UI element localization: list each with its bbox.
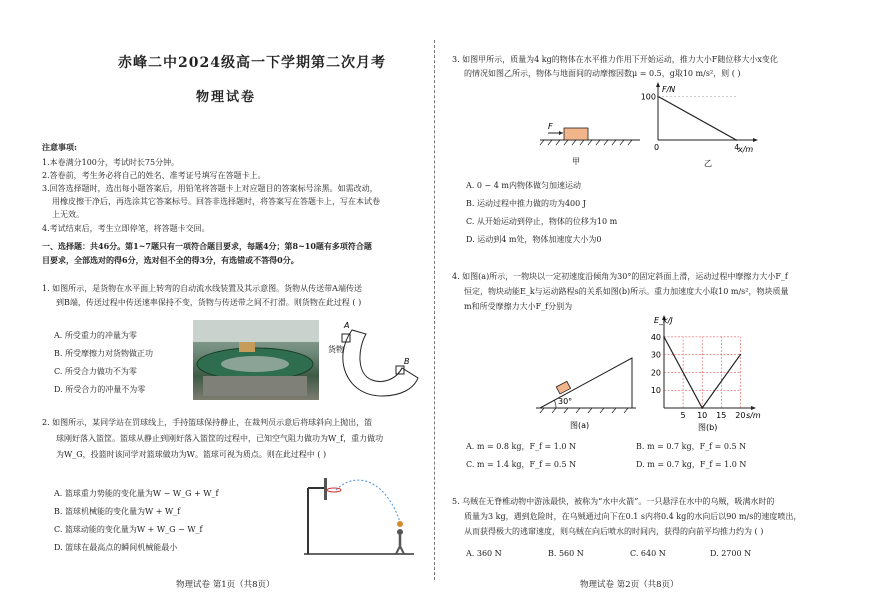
note-line: 上无效。 <box>52 210 84 219</box>
q4-stem: 4. 如图(a)所示，一物块以一定初速度沿倾角为30°的固定斜面上滑，运动过程中摩擦力大小F_f <box>452 272 788 281</box>
q5-option-b: B. 560 N <box>548 549 584 558</box>
q2-option-d: D. 篮球在最高点的瞬间机械能最小 <box>54 543 178 552</box>
page-footer: 物理试卷 第1页（共8页） <box>176 580 275 590</box>
label-b: B <box>404 357 410 366</box>
q4-option-c: C. m = 1.4 kg，F_f = 0.5 N <box>466 460 577 469</box>
q2-stem: 球刚好落入篮筐。篮球从静止到刚好落入篮筐的过程中，已知空气阻力做功为W_f，重力做功 <box>56 434 384 443</box>
note-line: 3.回答选择题时，选出每小题答案后，用铅笔将答题卡上对应题目的答案标号涂黑。如需改动， <box>42 184 378 193</box>
y-tick-label: 40 <box>650 332 661 342</box>
q4-option-b: B. m = 0.7 kg，F_f = 0.5 N <box>636 442 747 451</box>
q4-stem: m和所受摩擦力大小F_f分别为 <box>464 302 573 311</box>
q2-option-c: C. 篮球动能的变化量为W + W_G − W_f <box>54 525 203 534</box>
q4-option-d: D. m = 0.7 kg，F_f = 1.0 N <box>636 460 747 469</box>
x-tick-label: 15 <box>716 411 727 420</box>
q1-option-a: A. 所受重力的冲量为零 <box>54 331 137 340</box>
data-point <box>740 354 742 356</box>
x-tick-label: 10 <box>697 411 708 420</box>
angle-label: 30° <box>558 397 573 406</box>
energy-path-chart <box>642 314 762 432</box>
x-axis-label: s/m <box>746 411 761 420</box>
note-line: 用橡皮擦干净后，再选涂其它答案标号。回答非选择题时，将答案写在答题卡上，写在本试卷 <box>52 197 380 206</box>
q5-option-c: C. 640 N <box>630 549 666 558</box>
exam-title: 赤峰二中2024级高一下学期第二次月考 <box>118 55 386 71</box>
force-line <box>658 96 736 140</box>
q2-option-a: A. 篮球重力势能的变化量为W − W_G + W_f <box>54 489 219 498</box>
x-tick-label: 5 <box>680 411 686 420</box>
fig-yi-label: 乙 <box>704 159 712 168</box>
section-heading: 目要求，全部选对的得6分，选对但不全的得3分，有选错或不答得0分。 <box>42 255 299 265</box>
data-point <box>701 407 703 409</box>
q5-option-d: D. 2700 N <box>710 549 752 558</box>
y-axis-label: E_k/J <box>654 316 673 325</box>
q3-stem: 3. 如图甲所示，质量为4 kg的物体在水平推力作用下开始运动，推力大小F随位移大小x变化 <box>452 55 778 64</box>
q2-option-b: B. 篮球机械能的变化量为W + W_f <box>54 507 181 516</box>
q3-option-b: B. 运动过程中推力做的功为400 J <box>466 199 586 208</box>
label-goods: 货物 <box>328 345 344 354</box>
y-axis-label: F/N <box>662 85 676 94</box>
note-line: 2.答卷前，考生务必将自己的姓名、准考证号填写在答题卡上。 <box>42 171 266 180</box>
q3-stem: 的情况如图乙所示，物体与地面间的动摩擦因数μ = 0.5，g取10 m/s²，则 ( ) <box>464 69 741 78</box>
x-tick-label: 20 <box>735 411 746 420</box>
q2-stem: 为W_G，投篮时该同学对篮球做功为W。篮球可视为质点。则在此过程中 ( ) <box>56 450 327 459</box>
page-divider <box>434 40 435 580</box>
conveyor-diagram <box>322 318 422 400</box>
q3-figure-jia <box>540 118 644 170</box>
exam-page-1 <box>0 0 434 614</box>
q5-stem: 5. 乌贼在无脊椎动物中游泳最快，被称为“水中火箭”。一只悬浮在水中的乌贼，吸满水时的 <box>452 497 775 506</box>
x-tick-label: 4 <box>734 143 740 152</box>
section-heading: 一、选择题：共46分。第1~7题只有一项符合题目要求，每题4分；第8~10题有多项符合题 <box>42 241 372 251</box>
q5-stem: 质量为3 kg，遇到危险时，在乌贼通过向下在0.1 s内将0.4 kg的水向后以90 m/s的速度喷出， <box>464 512 802 521</box>
y-tick-label: 100 <box>640 92 656 102</box>
page-footer: 物理试卷 第2页（共8页） <box>580 580 679 590</box>
q3-option-d: D. 运动到4 m处，物体加速度大小为0 <box>466 235 602 244</box>
force-label: F <box>548 122 553 131</box>
fig-b-label: 图(b) <box>698 423 718 432</box>
q1-option-c: C. 所受合力做功不为零 <box>54 367 137 376</box>
q5-option-a: A. 360 N <box>466 549 502 558</box>
block <box>564 128 588 140</box>
q3-option-a: A. 0 − 4 m内物体做匀加速运动 <box>466 181 581 190</box>
conveyor-photo <box>193 320 319 400</box>
q1-stem: 1. 如图所示，是货物在水平面上转弯的自动流水线装置及其示意图。货物从传送带A端传送 <box>42 284 362 293</box>
note-line: 1.本卷满分100分，考试时长75分钟。 <box>42 158 180 167</box>
note-line: 4.考试结束后，考生立即停笔，将答题卡交回。 <box>42 224 210 233</box>
basketball-diagram <box>296 470 416 556</box>
conveyor-photo-sketch <box>193 320 319 400</box>
label-a: A <box>344 321 350 330</box>
q3-option-c: C. 从开始运动到停止，物体的位移为10 m <box>466 217 618 226</box>
data-point <box>735 139 737 141</box>
q1-stem: 到B端，传送过程中传送速率保持不变，货物与传送带之间不打滑。则货物在此过程 ( ) <box>56 298 362 307</box>
q1-option-d: D. 所受合力的冲量不为零 <box>54 385 146 394</box>
force-displacement-chart <box>640 82 766 172</box>
x-axis-label: x/m <box>738 145 754 154</box>
data-point <box>663 336 665 338</box>
q5-stem: 从而获得极大的逃窜速度，则乌贼在向后喷水的时间内，获得的向前平均推力约为 ( ) <box>464 527 764 536</box>
q4-stem: 恒定，物块动能E_k与运动路程s的关系如图(b)所示。重力加速度大小取10 m/s²，物块质量 <box>464 287 789 296</box>
fig-jia-label: 甲 <box>572 157 580 166</box>
q2-stem: 2. 如图所示，某同学站在罚球线上，手持篮球保持静止，在裁判员示意后将球斜向上抛出，篮 <box>42 418 373 427</box>
y-tick-label: 20 <box>650 368 661 378</box>
y-tick-label: 10 <box>650 386 661 396</box>
cargo-box-b <box>396 366 404 374</box>
x-tick-label: 0 <box>654 143 660 152</box>
y-tick-label: 30 <box>650 350 661 360</box>
exam-subtitle: 物理试卷 <box>196 90 257 105</box>
notes-heading: 注意事项: <box>42 142 77 152</box>
q1-option-b: B. 所受摩擦力对货物做正功 <box>54 349 153 358</box>
exam-page-2 <box>436 0 870 614</box>
incline-diagram <box>536 340 640 432</box>
fig-a-label: 图(a) <box>570 421 590 430</box>
q4-option-a: A. m = 0.8 kg，F_f = 1.0 N <box>466 442 577 451</box>
